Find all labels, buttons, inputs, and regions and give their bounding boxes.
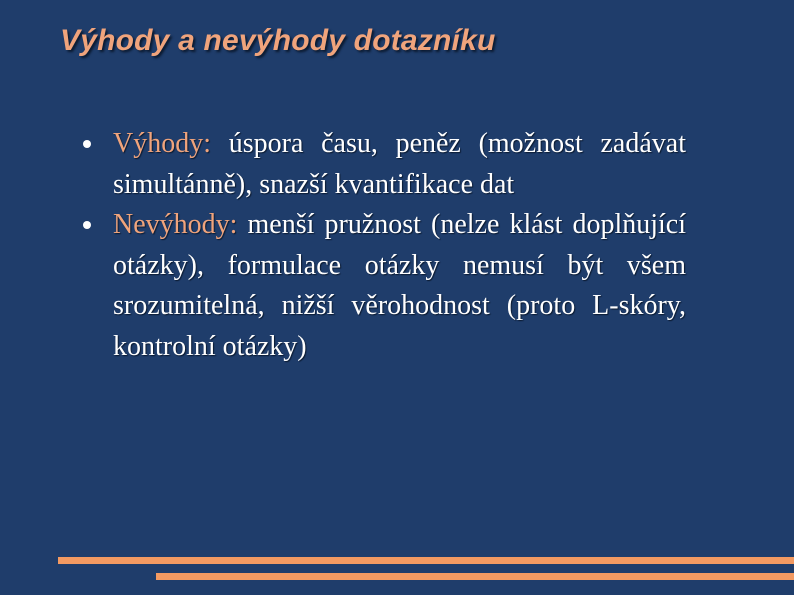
bullet-list [80, 124, 686, 367]
bullet-advantages [80, 124, 686, 205]
decorative-bar-top [58, 557, 794, 564]
decorative-bar-bottom [156, 573, 794, 580]
bullet-term: Výhody: [113, 128, 211, 159]
bullet-text: úspora času, peněz (možnost zadávat simultánně), snazší kvantifikace dat [113, 128, 686, 200]
bullet-dot-icon [83, 221, 91, 229]
slide-title: Výhody a nevýhody dotazníku [60, 24, 496, 57]
bullet-disadvantages [80, 205, 686, 367]
bullet-term: Nevýhody: [113, 209, 238, 240]
bullet-text: menší pružnost (nelze klást doplňující otázky), formulace otázky nemusí být všem srozumitelná, nižší věrohodnost (proto L-skóry, kontrolní otázky) [113, 209, 686, 362]
bullet-dot-icon [83, 140, 91, 148]
